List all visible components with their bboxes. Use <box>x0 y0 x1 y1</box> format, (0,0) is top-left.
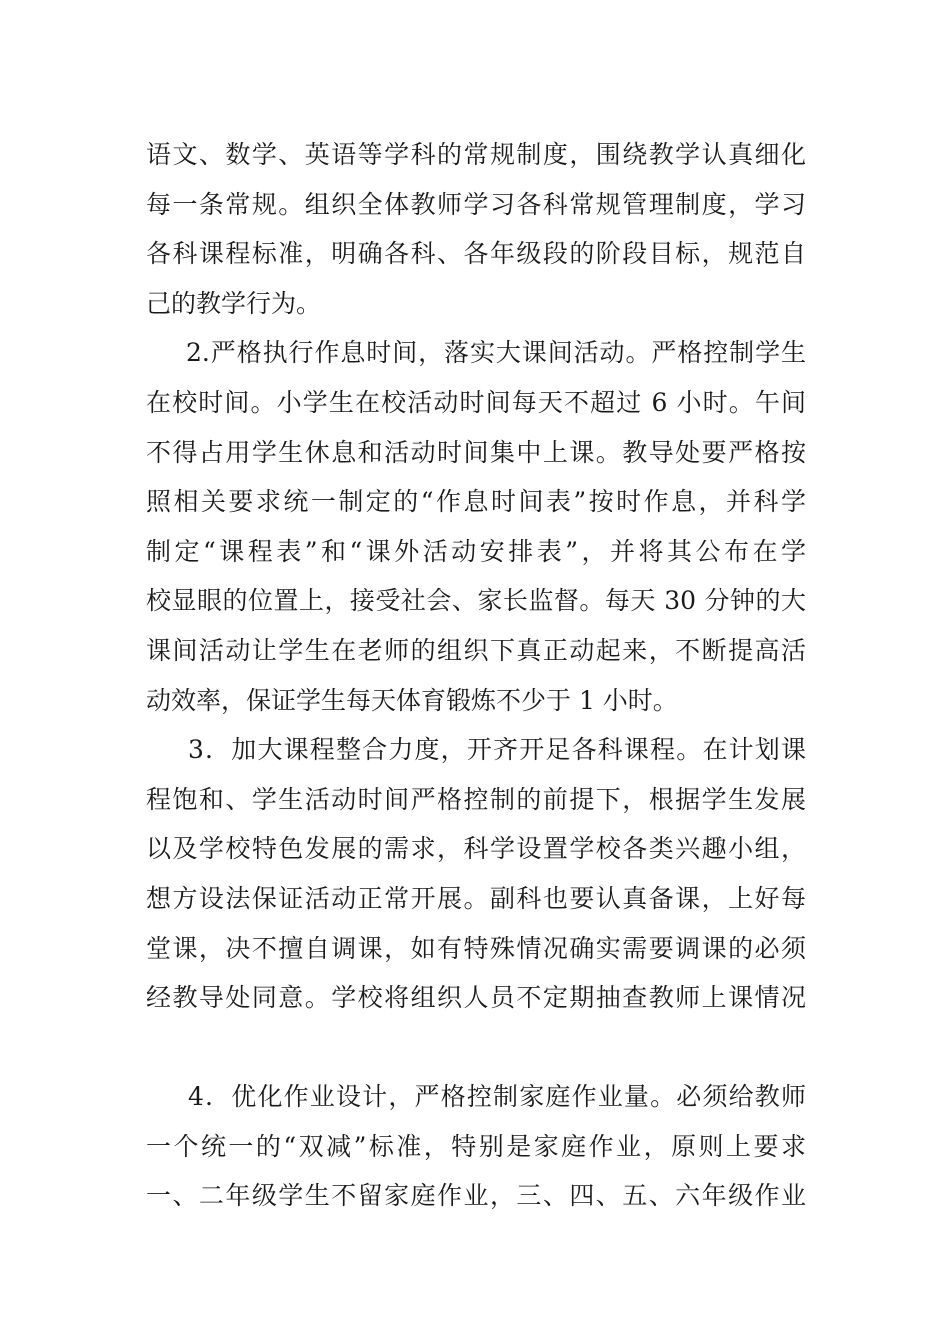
text-line: 动效率，保证学生每天体育锻炼不少于 1 小时。 <box>146 685 678 715</box>
text-line: 语文、数学、英语等学科的常规制度，围绕教学认真细化 <box>146 140 806 169</box>
text-line: 课间活动让学生在老师的组织下真正动起来，不断提高活 <box>146 635 806 665</box>
paragraph-1 <box>146 130 806 328</box>
text-line: 2.严格执行作息时间，落实大课间活动。严格控制学生 <box>186 338 806 368</box>
paragraph-2 <box>146 328 806 725</box>
text-line: 一个统一的“双减”标准，特别是家庭作业，原则上要求 <box>146 1131 806 1161</box>
text-line: 不得占用学生休息和活动时间集中上课。教导处要严格按 <box>146 437 806 467</box>
text-line: 每一条常规。组织全体教师学习各科常规管理制度，学习 <box>146 189 806 219</box>
text-line: 校显眼的位置上，接受社会、家长监督。每天 30 分钟的大 <box>146 586 806 616</box>
text-line: 一、二年级学生不留家庭作业，三、四、五、六年级作业 <box>146 1181 806 1211</box>
text-line: 在校时间。小学生在校活动时间每天不超过 6 小时。午间 <box>146 387 806 417</box>
body-text <box>146 130 806 1221</box>
text-line: 堂课，决不擅自调课，如有特殊情况确实需要调课的必须 <box>146 933 806 963</box>
text-line: 3．加大课程整合力度，开齐开足各科课程。在计划课 <box>188 735 806 765</box>
text-line: 经教导处同意。学校将组织人员不定期抽查教师上课情况 <box>146 983 806 1013</box>
paragraph-gap <box>146 1023 806 1073</box>
text-line: 制定“课程表”和“课外活动安排表”，并将其公布在学 <box>146 536 806 566</box>
text-line: 以及学校特色发展的需求，科学设置学校各类兴趣小组， <box>146 834 806 864</box>
paragraph-4 <box>146 1072 806 1221</box>
text-line: 各科课程标准，明确各科、各年级段的阶段目标，规范自 <box>146 239 806 269</box>
text-line: 想方设法保证活动正常开展。副科也要认真备课，上好每 <box>146 883 806 913</box>
text-line: 照相关要求统一制定的“作息时间表”按时作息，并科学 <box>146 487 806 517</box>
paragraph-3 <box>146 725 806 1023</box>
text-line: 4．优化作业设计，严格控制家庭作业量。必须给教师 <box>188 1082 806 1112</box>
text-line: 程饱和、学生活动时间严格控制的前提下，根据学生发展 <box>146 784 806 814</box>
text-line: 己的教学行为。 <box>146 288 322 318</box>
